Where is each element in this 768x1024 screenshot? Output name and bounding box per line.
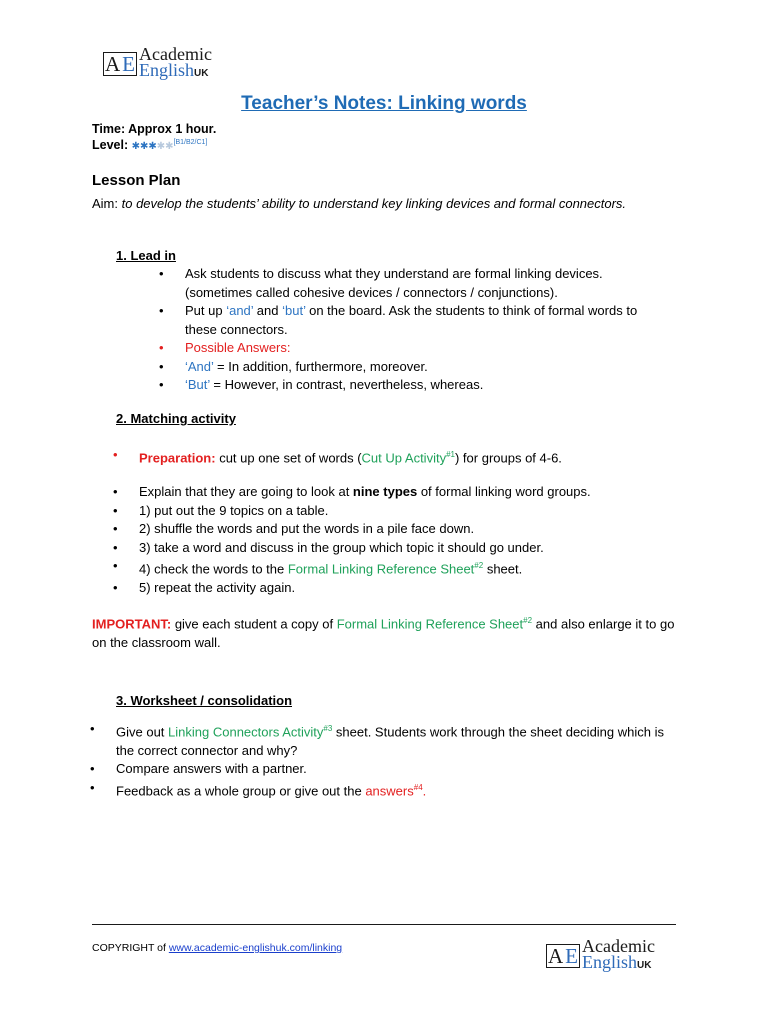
important-note: IMPORTANT: give each student a copy of Formal Linking Reference Sheet$^{\#2}$ and also enlarge it to go on the classroom wall.: [92, 616, 675, 651]
aim-label: Aim:: [92, 196, 122, 211]
footer-logo: [546, 938, 655, 974]
cut-up-activity-link[interactable]: Cut Up Activity: [361, 450, 447, 466]
list-item: • Possible Answers:: [185, 339, 665, 358]
list-item: • Preparation: cut up one set of words (Cut Up Activity$^{\#1}$) for groups of 4-6.: [139, 446, 699, 468]
logo-wordmark: Academic EnglishUK: [582, 936, 655, 972]
list-item: • Explain that they are going to look at nine types of formal linking word groups.: [139, 483, 699, 502]
section-1-heading: 1. Lead in: [116, 248, 176, 263]
level-label: Level:: [92, 138, 129, 152]
section-2-heading: 2. Matching activity: [116, 411, 236, 426]
logo-ae-mark: A E: [105, 52, 135, 76]
section-1-list: [185, 265, 665, 395]
lesson-plan-heading: Lesson Plan: [92, 172, 181, 189]
list-item: • 4) check the words to the Formal Linking Reference Sheet$^{\#2}$ sheet.: [139, 557, 699, 579]
logo-wordmark: Academic EnglishUK: [139, 44, 212, 80]
list-item: • Ask students to discuss what they understand are formal linking devices. (sometimes called cohesive devices / connectors / conjunctions).: [185, 265, 665, 302]
list-item: • 5) repeat the activity again.: [139, 579, 699, 598]
list-item: • Compare answers with a partner.: [116, 760, 676, 779]
section-3-list: [116, 720, 676, 801]
time-line: Time: Approx 1 hour.: [92, 122, 217, 136]
level-code: [B1/B2/C1]: [173, 138, 208, 146]
list-item: • Give out Linking Connectors Activity$^{\#3}$ sheet. Students work through the sheet deciding which is the correct connector and why?: [116, 720, 676, 760]
reference-sheet-link[interactable]: Formal Linking Reference Sheet: [287, 561, 475, 577]
answers-link[interactable]: answers: [365, 783, 414, 799]
connectors-activity-link[interactable]: Linking Connectors Activity: [168, 724, 324, 740]
footer-divider: [92, 924, 676, 925]
list-item: • Put up ‘and’ and ‘but’ on the board. Ask the students to think of formal words to these connectors.: [185, 302, 665, 339]
list-item: • ‘And’ = In addition, furthermore, moreover.: [185, 358, 665, 377]
section-2-steps: [139, 483, 699, 597]
list-item: • 3) take a word and discuss in the group which topic it should go under.: [139, 539, 699, 558]
aim-text: to develop the students’ ability to understand key linking devices and formal connectors.: [121, 196, 627, 211]
copyright-link[interactable]: www.academic-englishuk.com/linking: [168, 942, 343, 954]
logo-ae-mark: A E: [548, 944, 578, 968]
list-item: • Feedback as a whole group or give out the answers$^{\#4}$.: [116, 779, 676, 801]
list-item: • 2) shuffle the words and put the words in a pile face down.: [139, 520, 699, 539]
section-2-prep: [139, 446, 699, 468]
list-item: • 1) put out the 9 topics on a table.: [139, 502, 699, 521]
copyright-notice: COPYRIGHT of www.academic-englishuk.com/linking: [92, 942, 343, 954]
level-stars-icon: ✱✱✱✱✱: [131, 141, 174, 152]
section-3-heading: 3. Worksheet / consolidation: [116, 693, 293, 708]
list-item: • ‘But’ = However, in contrast, nevertheless, whereas.: [185, 376, 665, 395]
header-logo: [103, 46, 212, 82]
aim-paragraph: [92, 194, 652, 213]
reference-sheet-link[interactable]: Formal Linking Reference Sheet: [336, 616, 524, 632]
level-line: [92, 138, 207, 152]
page-title: Teacher’s Notes: Linking words: [241, 93, 527, 114]
